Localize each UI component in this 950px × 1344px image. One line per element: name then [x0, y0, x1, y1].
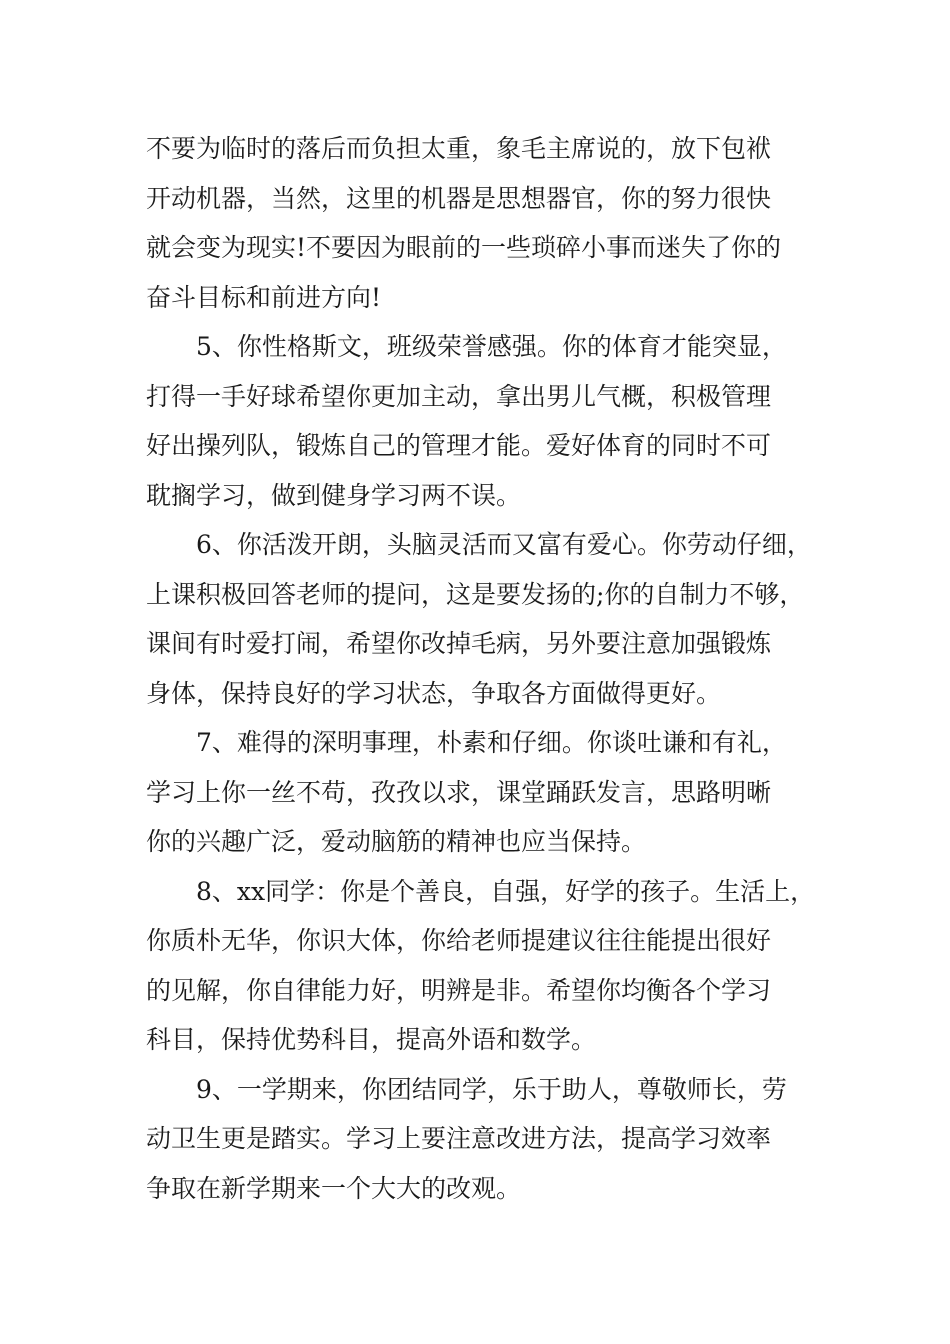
text-line: 动卫生更是踏实。学习上要注意改进方法，提高学习效率 — [146, 1124, 772, 1153]
text-line: 6、你活泼开朗，头脑灵活而又富有爱心。你劳动仔细， — [196, 530, 812, 559]
text-line: 争取在新学期来一个大大的改观。 — [146, 1173, 522, 1203]
paragraph-continued — [146, 124, 836, 322]
text-line: 9、一学期来，你团结同学，乐于助人，尊敬师长，劳 — [196, 1074, 787, 1104]
text-line: 课间有时爱打闹，希望你改掉毛病，另外要注意加强锻炼 — [146, 629, 772, 658]
text-line: 5、你性格斯文，班级荣誉感强。你的体育才能突显， — [196, 332, 787, 361]
text-line: 耽搁学习，做到健身学习两不误。 — [146, 480, 522, 510]
text-line: 好出操列队，锻炼自己的管理才能。爱好体育的同时不可 — [146, 431, 772, 460]
text-line: 不要为临时的落后而负担太重，象毛主席说的，放下包袱 — [146, 134, 772, 163]
paragraph-6 — [146, 520, 836, 718]
text-line: 奋斗目标和前进方向! — [146, 282, 382, 312]
text-line: 你质朴无华，你识大体，你给老师提建议往往能提出很好 — [146, 926, 772, 955]
text-line: 开动机器，当然，这里的机器是思想器官，你的努力很快 — [146, 183, 772, 213]
document-body — [146, 124, 836, 1213]
text-line: 你的兴趣广泛，爱动脑筋的精神也应当保持。 — [146, 827, 647, 856]
text-line: 8、xx同学：你是个善良，自强，好学的孩子。生活上， — [196, 876, 816, 906]
text-line: 就会变为现实!不要因为眼前的一些琐碎小事而迷失了你的 — [146, 233, 782, 262]
paragraph-7 — [146, 718, 836, 867]
text-line: 打得一手好球希望你更加主动，拿出男儿气概，积极管理 — [146, 381, 772, 411]
paragraph-9 — [146, 1065, 836, 1214]
paragraph-8 — [146, 867, 836, 1065]
text-line: 上课积极回答老师的提问，这是要发扬的;你的自制力不够， — [146, 579, 805, 609]
text-line: 7、难得的深明事理，朴素和仔细。你谈吐谦和有礼， — [196, 728, 787, 757]
paragraph-5 — [146, 322, 836, 520]
text-line: 学习上你一丝不苟，孜孜以求，课堂踊跃发言，思路明晰 — [146, 777, 772, 807]
text-line: 的见解，你自律能力好，明辨是非。希望你均衡各个学习 — [146, 975, 772, 1005]
text-line: 身体，保持良好的学习状态，争取各方面做得更好。 — [146, 678, 722, 708]
text-line: 科目，保持优势科目，提高外语和数学。 — [146, 1025, 597, 1054]
